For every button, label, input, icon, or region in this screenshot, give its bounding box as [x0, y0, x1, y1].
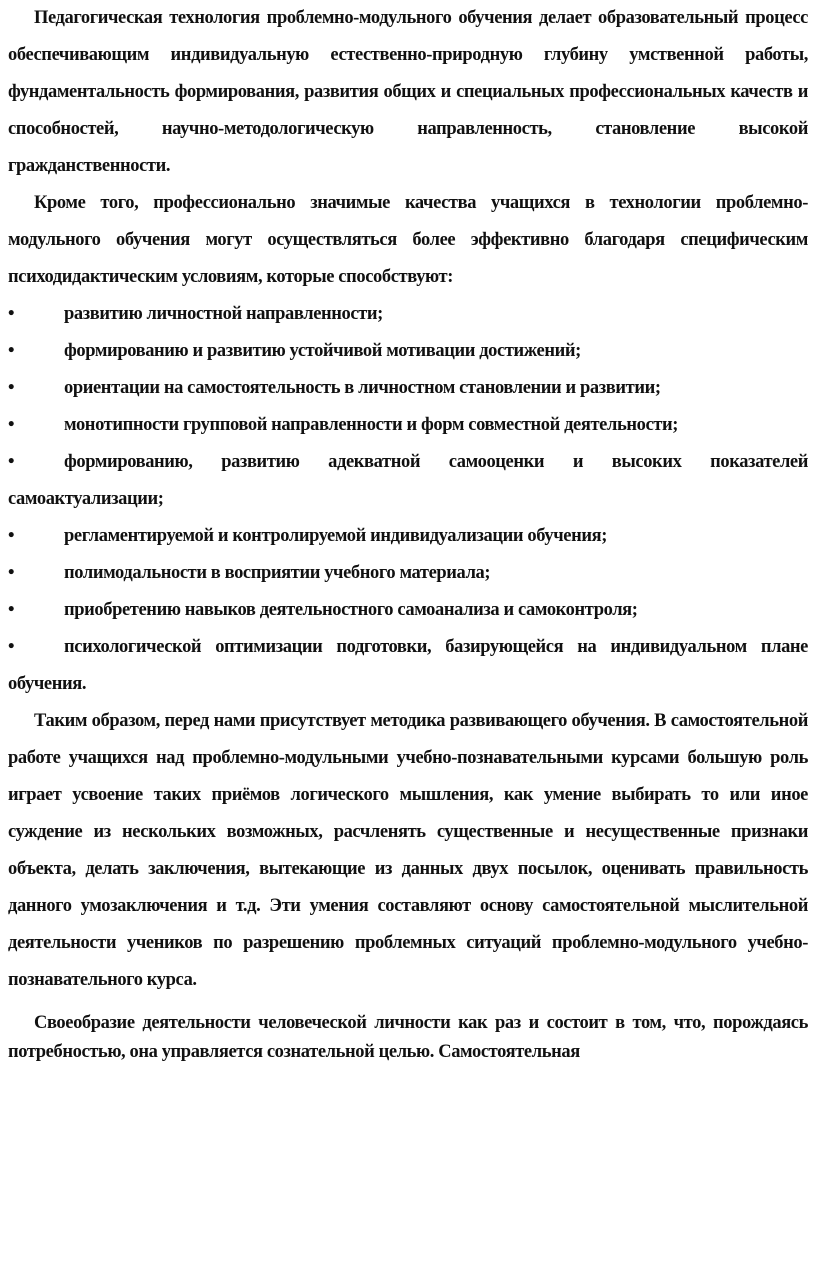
- bullet-icon: •: [8, 415, 15, 435]
- list-item-text: полимодальности в восприятии учебного материала;: [64, 563, 491, 583]
- list-item: [8, 518, 808, 555]
- list-item: [8, 555, 808, 592]
- bullet-icon: •: [8, 452, 15, 472]
- paragraph-conditions: Кроме того, профессионально значимые качества учащихся в технологии проблемно-модульного обучения могут осуществляться более эффективно благодаря специфическим психодидактическим условиям, которые способствуют:: [8, 193, 808, 287]
- list-item: [8, 592, 808, 629]
- list-item-text: развитию личностной направленности;: [64, 304, 383, 324]
- list-item: [8, 296, 808, 333]
- bullet-icon: •: [8, 637, 15, 657]
- list-item: [8, 629, 808, 703]
- bullet-icon: •: [8, 563, 15, 583]
- bullet-icon: •: [8, 526, 15, 546]
- list-item-text: ориентации на самостоятельность в личностном становлении и развитии;: [64, 378, 661, 398]
- bullet-icon: •: [8, 304, 15, 324]
- list-item-text: приобретению навыков деятельностного самоанализа и самоконтроля;: [64, 600, 638, 620]
- bullet-icon: •: [8, 378, 15, 398]
- paragraph-summary: Таким образом, перед нами присутствует методика развивающего обучения. В самостоятельной работе учащихся над проблемно-модульными учебно-познавательными курсами большую роль играет усвоение таких приёмов логического мышления, как умение выбирать то или иное суждение из нескольких возможных, расчленять существенные и несущественные признаки объекта, делать заключения, вытекающие из данных двух посылок, оценивать правильность данного умозаключения и т.д. Эти умения составляют основу самостоятельной мыслительной деятельности учеников по разрешению проблемных ситуаций проблемно-модульного учебно-познавательного курса.: [8, 711, 808, 990]
- list-item: [8, 444, 808, 518]
- bullet-icon: •: [8, 341, 15, 361]
- paragraph-intro: Педагогическая технология проблемно-модульного обучения делает образовательный процесс обеспечивающим индивидуальную естественно-природную глубину умственной работы, фундаментальность формирования, развития общих и специальных профессиональных качеств и способностей, научно-методологическую направленность, становление высокой гражданственности.: [8, 8, 808, 176]
- list-item: [8, 370, 808, 407]
- paragraph-personality: Своеобразие деятельности человеческой личности как раз и состоит в том, что, порождаясь потребностью, она управляется сознательной целью. Самостоятельная: [8, 1013, 808, 1062]
- list-item-text: регламентируемой и контролируемой индивидуализации обучения;: [64, 526, 607, 546]
- list-item-text: психологической оптимизации подготовки, базирующейся на индивидуальном плане обучения.: [8, 637, 808, 694]
- list-item-text: формированию и развитию устойчивой мотивации достижений;: [64, 341, 581, 361]
- bullet-list: [8, 296, 808, 703]
- list-item: [8, 407, 808, 444]
- list-item-text: формированию, развитию адекватной самооценки и высоких показателей самоактуализации;: [8, 452, 808, 509]
- list-item: [8, 333, 808, 370]
- list-item-text: монотипности групповой направленности и форм совместной деятельности;: [64, 415, 678, 435]
- bullet-icon: •: [8, 600, 15, 620]
